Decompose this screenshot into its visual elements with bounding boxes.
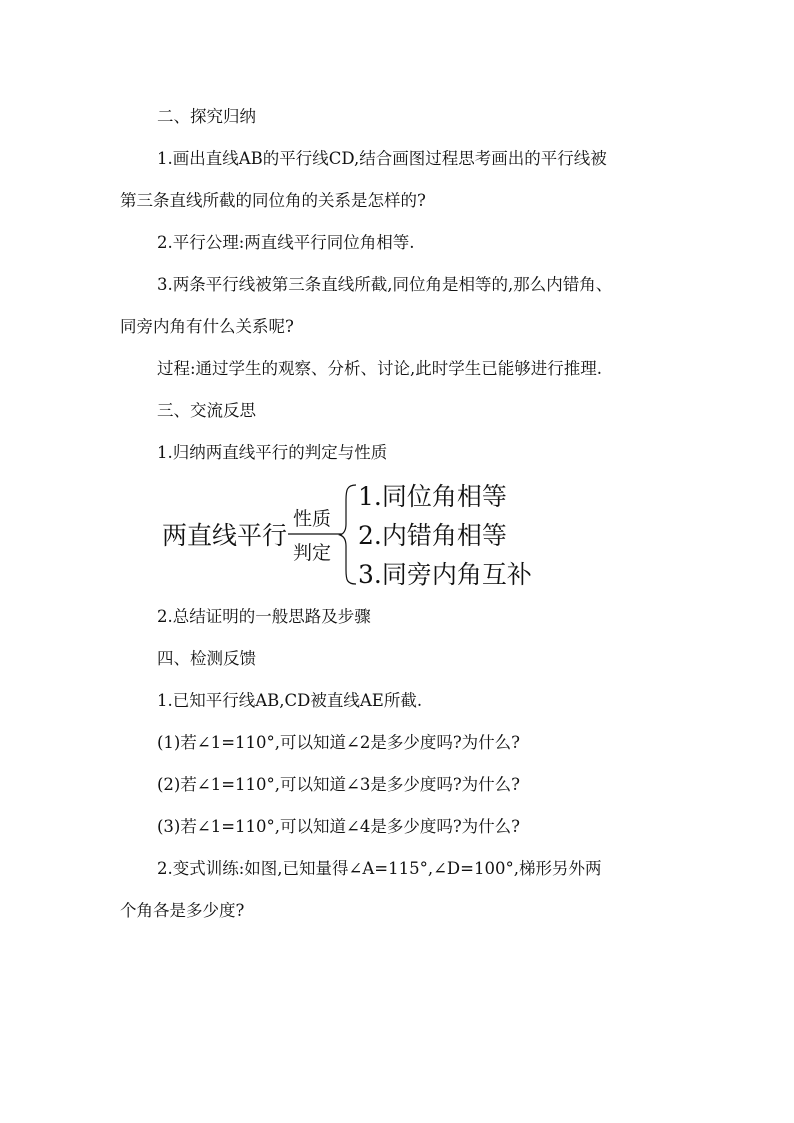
- section-heading: 四、检测反馈: [157, 649, 256, 668]
- question-line: (2)若∠1=110°,可以知道∠3是多少度吗?为什么?: [157, 775, 521, 794]
- paragraph-line: 2.变式训练:如图,已知量得∠A=115°,∠D=100°,梯形另外两: [157, 859, 602, 878]
- paragraph-line: 同旁内角有什么关系呢?: [120, 317, 294, 336]
- diagram-item: 3.同旁内角互补: [358, 560, 532, 589]
- paragraph-line: 1.画出直线AB的平行线CD,结合画图过程思考画出的平行线被: [157, 149, 607, 168]
- question-line: (1)若∠1=110°,可以知道∠2是多少度吗?为什么?: [157, 733, 521, 752]
- section-heading: 三、交流反思: [157, 401, 256, 420]
- paragraph-line: 1.已知平行线AB,CD被直线AE所截.: [157, 691, 423, 710]
- section-heading: 二、探究归纳: [157, 107, 256, 126]
- paragraph-line: 第三条直线所截的同位角的关系是怎样的?: [120, 191, 426, 210]
- diagram-item: 1.同位角相等: [358, 482, 507, 511]
- diagram-top-label: 性质: [293, 508, 332, 530]
- paragraph-line: 2.总结证明的一般思路及步骤: [157, 607, 371, 626]
- paragraph-line: 3.两条平行线被第三条直线所截,同位角是相等的,那么内错角、: [157, 275, 613, 294]
- diagram-main-label: 两直线平行: [162, 521, 288, 550]
- diagram-item: 2.内错角相等: [358, 521, 507, 550]
- diagram-bottom-label: 判定: [293, 542, 332, 564]
- paragraph-line: 2.平行公理:两直线平行同位角相等.: [157, 233, 415, 252]
- curly-brace: [340, 485, 356, 584]
- parallel-lines-summary-diagram: [160, 480, 560, 590]
- paragraph-line: 个角各是多少度?: [120, 901, 245, 920]
- paragraph-line: 1.归纳两直线平行的判定与性质: [157, 443, 388, 462]
- paragraph-line: 过程:通过学生的观察、分析、讨论,此时学生已能够进行推理.: [157, 359, 603, 378]
- question-line: (3)若∠1=110°,可以知道∠4是多少度吗?为什么?: [157, 817, 521, 836]
